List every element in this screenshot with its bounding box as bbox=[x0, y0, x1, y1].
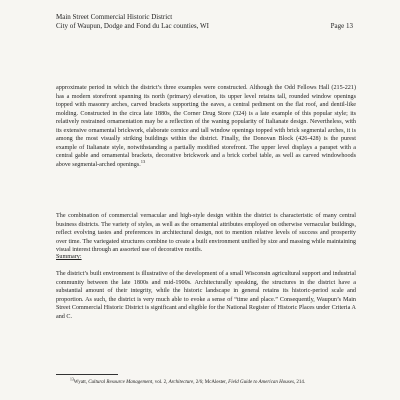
footnote-text-b: , vol. 2, bbox=[152, 380, 169, 385]
page-header bbox=[56, 13, 356, 31]
footnote-reference: 13 bbox=[140, 158, 146, 164]
footnote-text-a: Wyatt, bbox=[73, 380, 89, 385]
summary-heading: Summary: bbox=[56, 254, 82, 260]
footnote-title-b: Architecture bbox=[168, 380, 194, 385]
footnote-text-d: , 214. bbox=[293, 380, 306, 385]
page-number: Page 13 bbox=[330, 22, 353, 30]
footnote bbox=[56, 379, 356, 386]
document-title: Main Street Commercial Historic District bbox=[56, 13, 173, 21]
footnote-title-c: Field Guide to American Houses bbox=[228, 380, 294, 385]
footnote-number: 13 bbox=[70, 377, 74, 382]
paragraph-combination: The combination of commercial vernacular and high-style design within the district is characteristic of many central business districts. The variety of styles, as well as the ornamental attributes employed on otherwise vernacular buildings, reflect evolving tastes and preferences in architectural design, not to mention relative levels of success and prosperity over time. The variegated structures combine to create a built environment unified by size and massing while maintaining visual interest through an assorted use of decorative motifs. bbox=[56, 213, 356, 253]
footnote-text-c: , 2/6; McAlester, bbox=[193, 380, 229, 385]
document-location: City of Waupun, Dodge and Fond du Lac counties, WI bbox=[56, 22, 209, 30]
paragraph-italianate-text: approximate period in which the district’s three examples were constructed. Although the Odd Fellows Hall (215-221) has a modern storefront spanning its north (primary) elevation, its upper level retains tall, rounded window openings topped with masonry arches, carved brackets supporting the eaves, a central pediment on the flat roof, and dentil-like molding. Constructed in the circa late 1880s, the Corner Drug Store (324) is a late example of this popular style; its relatively restrained ornamentation may be a reflection of the waning popularity of Italianate design. Nevertheless, with its extensive ornamental brickwork, elaborate cornice and tall window openings topped with brick segmental arches, it is among the most visually striking buildings within the district. Finally, the Donovan Block (426-428) is the purest example of Italianate style, notwithstanding a partially modified storefront. The upper level displays a parapet with a central gable and ornamental brackets, decorative brickwork and a brick corbel table, as well as carved windowhoods above segmental-arched openings. bbox=[56, 85, 356, 168]
footnote-indent bbox=[56, 380, 70, 385]
footnote-divider bbox=[56, 374, 118, 375]
paragraph-italianate bbox=[56, 84, 356, 169]
footnote-title-a: Cultural Resource Management bbox=[88, 380, 153, 385]
paragraph-summary: The district’s built environment is illustrative of the development of a small Wisconsin agricultural support and industrial community between the late 1800s and mid-1900s. Architecturally speaking, the structures in the district have a substantial amount of their integrity, while the historic landscape in general retains its historic-period scale and proportion. As such, the district is very much able to evoke a sense of “time and place.” Consequently, Waupun’s Main Street Commercial Historic District is significant and eligible for the National Register of Historic Places under Criteria A and C. bbox=[56, 271, 356, 320]
